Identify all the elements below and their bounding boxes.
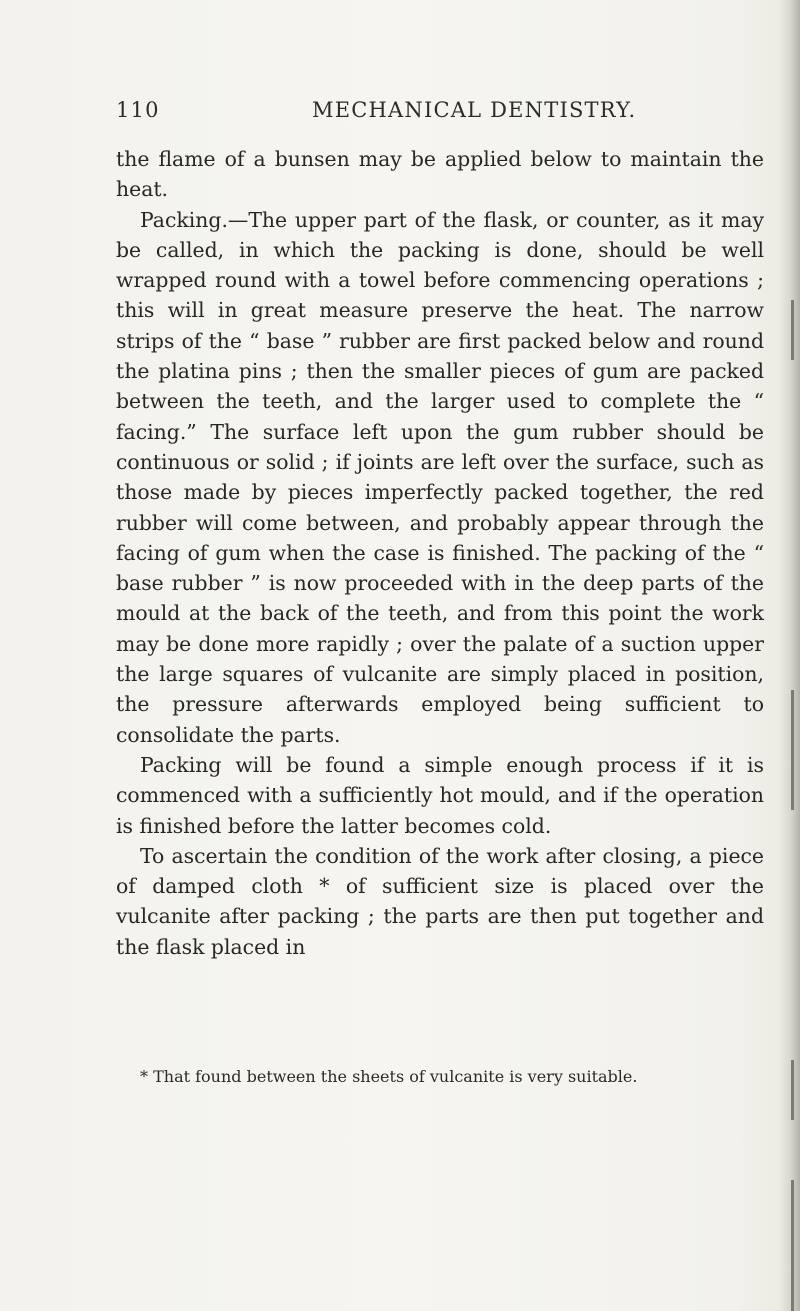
page-number: 110 — [116, 98, 160, 122]
body-text — [116, 144, 764, 962]
paragraph: To ascertain the condition of the work after closing, a piece of damped cloth * of sufficient size is placed over the vulcanite after packing ; the parts are then put together and the flask placed in — [116, 843, 764, 959]
running-head: MECHANICAL DENTISTRY. — [312, 98, 637, 122]
page-edge-mark — [791, 690, 794, 810]
page-edge-shadow — [778, 0, 800, 1311]
page-edge-mark — [791, 300, 794, 360]
paragraph: Packing will be found a simple enough process if it is commenced with a sufficiently hot mould, and if the operation is finished before the latter becomes cold. — [116, 752, 764, 838]
page-edge-mark — [791, 1060, 794, 1120]
page-header — [116, 92, 766, 128]
footnote: * That found between the sheets of vulcanite is very suitable. — [140, 1067, 638, 1086]
paragraph: Packing.—The upper part of the flask, or counter, as it may be called, in which the packing is done, should be well wrapped round with a towel before commencing operations ; this will in great measure preserve the heat. The narrow strips of the “ base ” rubber are first packed below and round the platina pins ; then the smaller pieces of gum are packed between the teeth, and the larger used to complete the “ facing.” The surface left upon the gum rubber should be continuous or solid ; if joints are left over the surface, such as those made by pieces imperfectly packed together, the red rubber will come between, and probably appear through the facing of gum when the case is finished. The packing of the “ base rubber ” is now proceeded with in the deep parts of the mould at the back of the teeth, and from this point the work may be done more rapidly ; over the palate of a suction upper the large squares of vulcanite are simply placed in position, the pressure afterwards employed being sufficient to consolidate the parts. — [116, 207, 764, 747]
page-edge-mark — [791, 1180, 794, 1311]
paragraph: the flame of a bunsen may be applied below to maintain the heat. — [116, 147, 764, 202]
